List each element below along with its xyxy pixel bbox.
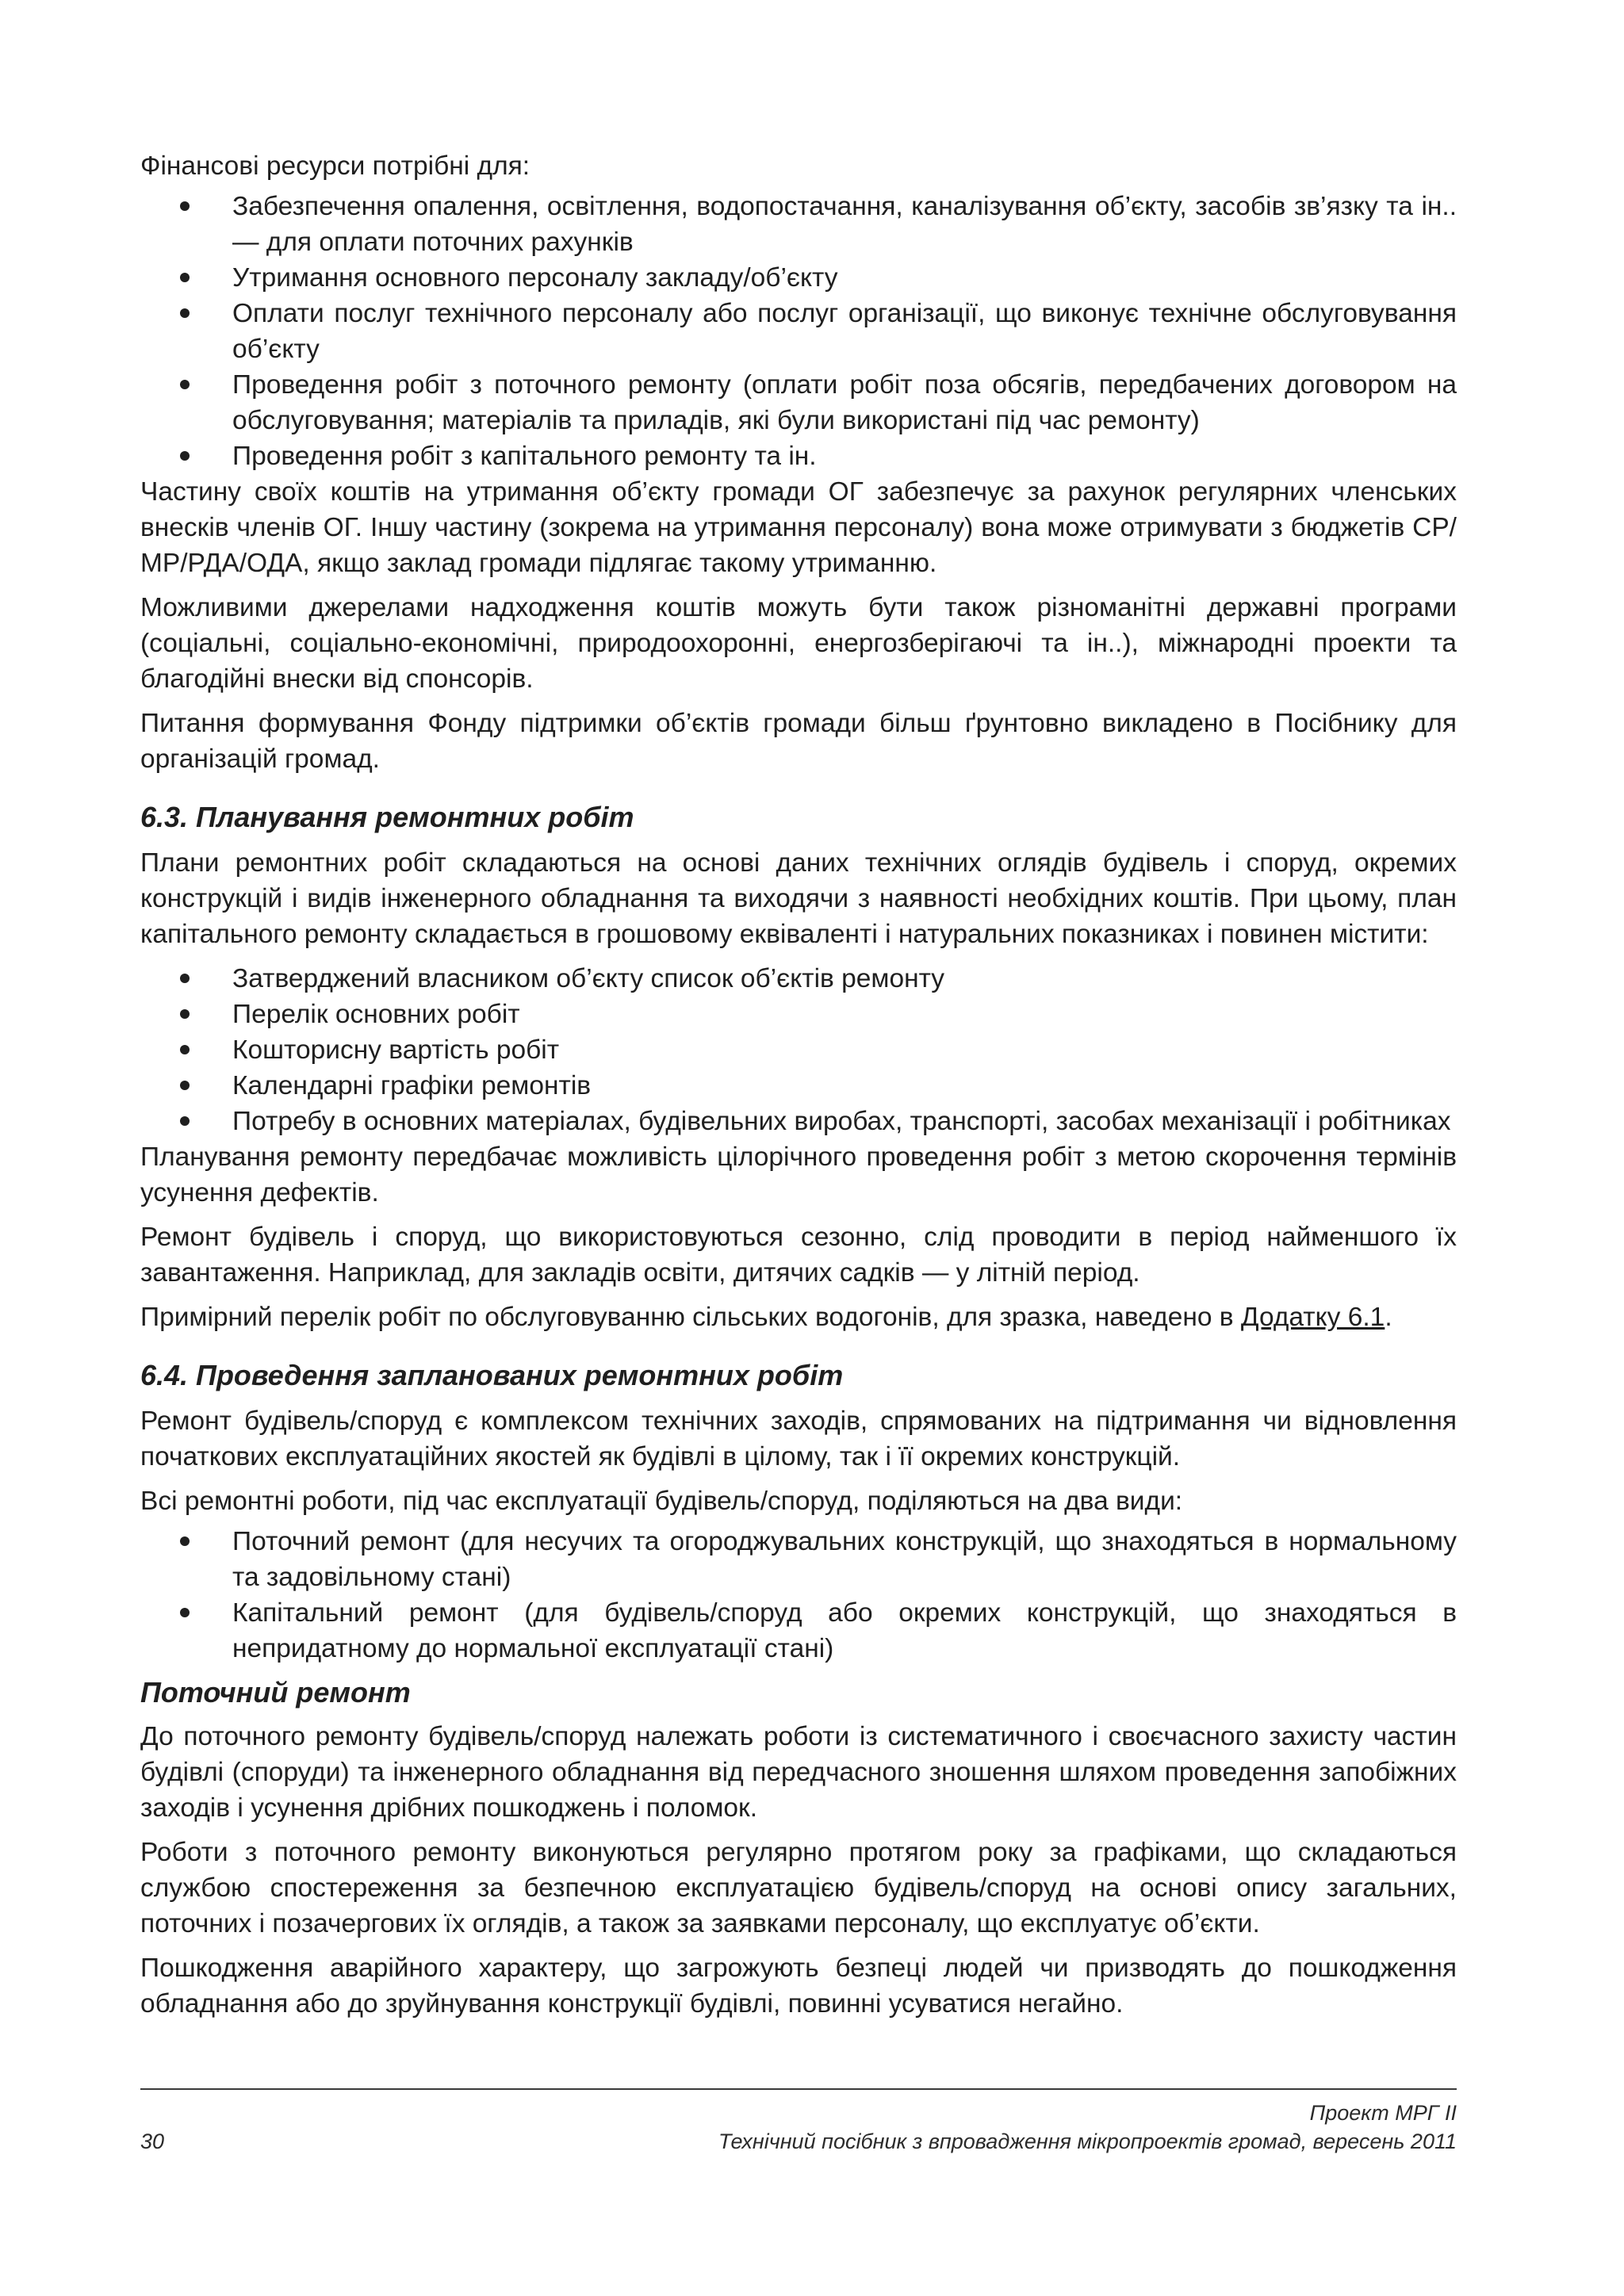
bullet-icon — [180, 201, 190, 211]
list-item-text: Затверджений власником об’єкту список об’єктів ремонту — [232, 964, 945, 993]
bullet-icon — [180, 1009, 190, 1019]
repair-plan-list — [140, 961, 1457, 1139]
list-item-text: Капітальний ремонт (для будівель/споруд або окремих конструкцій, що знаходяться в непридатному до нормальної експлуатації стані) — [232, 1598, 1457, 1663]
list-item-text: Кошторисну вартість робіт — [232, 1035, 560, 1065]
body-paragraph: Плани ремонтних робіт складаються на основі даних технічних оглядів будівель і споруд, окремих конструкцій і видів інженерного обладнання та виходячи з наявності необхідних коштів. При цьому, план капітального ремонту складається в грошовому еквіваленті і натуральних показниках і повинен містити: — [140, 848, 1457, 949]
appendix-paragraph — [140, 1299, 1457, 1335]
body-paragraph: Питання формування Фонду підтримки об’єктів громади більш ґрунтовно викладено в Посібнику для організацій громад. — [140, 709, 1457, 774]
list-item-text: Забезпечення опалення, освітлення, водопостачання, каналізування об’єкту, засобів зв’язку та ін.. — для оплати поточних рахунків — [232, 192, 1457, 257]
list-item — [140, 961, 1457, 997]
list-item — [140, 189, 1457, 260]
page-content — [140, 148, 1457, 2030]
funding-needs-list — [140, 189, 1457, 474]
body-paragraph: Можливими джерелами надходження коштів можуть бути також різноманітні державні програми (соціальні, соціально-економічні, природоохоронні, енергозберігаючі та ін..), міжнародні проекти та благодійні внески від спонсорів. — [140, 593, 1457, 694]
list-item-text: Календарні графіки ремонтів — [232, 1071, 592, 1100]
list-item — [140, 1104, 1457, 1139]
bullet-icon — [180, 1081, 190, 1090]
body-paragraph: Ремонт будівель/споруд є комплексом технічних заходів, спрямованих на підтримання чи відновлення початкових експлуатаційних якостей як будівлі в цілому, так і її окремих конструкцій. — [140, 1406, 1457, 1471]
intro-text: Фінансові ресурси потрібні для: — [140, 151, 530, 181]
body-paragraph: Ремонт будівель і споруд, що використовуються сезонно, слід проводити в період найменшого їх завантаження. Наприклад, для закладів освіти, дитячих садків — у літній період. — [140, 1223, 1457, 1288]
page-number: 30 — [140, 2130, 165, 2153]
list-item — [140, 438, 1457, 474]
body-paragraph: До поточного ремонту будівель/споруд належать роботи із систематичного і своєчасного захисту частин будівлі (споруди) та інженерного обладнання від передчасного зношення шляхом проведення запобіжних заходів і усунення дрібних пошкоджень і поломок. — [140, 1722, 1457, 1823]
list-item-text: Оплати послуг технічного персоналу або послуг організації, що виконує технічне обслуговування об’єкту — [232, 299, 1457, 364]
body-paragraph: Планування ремонту передбачає можливість цілорічного проведення робіт з метою скорочення термінів усунення дефектів. — [140, 1142, 1457, 1207]
list-item — [140, 296, 1457, 367]
footer-document-title: Технічний посібник з впровадження мікропроектів громад, вересень 2011 — [718, 2130, 1457, 2153]
body-paragraph: Пошкодження аварійного характеру, що загрожують безпеці людей чи призводять до пошкодження обладнання або до зруйнування конструкції будівлі, повинні усуватися негайно. — [140, 1954, 1457, 2019]
footer-project: Проект МРГ ІІ — [1309, 2101, 1457, 2125]
bullet-icon — [180, 273, 190, 282]
list-item — [140, 260, 1457, 296]
bullet-icon — [180, 1608, 190, 1617]
list-item-text: Утримання основного персоналу закладу/об’єкту — [232, 263, 838, 293]
list-item — [140, 1524, 1457, 1595]
list-item — [140, 367, 1457, 438]
list-item-text: Поточний ремонт (для несучих та огороджувальних конструкцій, що знаходяться в нормальному та задовільному стані) — [232, 1527, 1457, 1592]
body-paragraph: Частину своїх коштів на утримання об’єкту громади ОГ забезпечує за рахунок регулярних членських внесків членів ОГ. Іншу частину (зокрема на утримання персоналу) вона може отримувати з бюджетів СР/МР/РДА/ОДА, якщо заклад громади підлягає такому утриманню. — [140, 477, 1457, 578]
appendix-sentence: Примірний перелік робіт по обслуговуванню сільських водогонів, для зразка, наведено в — [140, 1303, 1234, 1332]
appendix-link[interactable]: Додатку 6.1 — [1240, 1303, 1385, 1332]
bullet-icon — [180, 380, 190, 389]
list-item — [140, 997, 1457, 1032]
bullet-icon — [180, 1116, 190, 1126]
list-item-text: Проведення робіт з капітального ремонту та ін. — [232, 442, 817, 471]
bullet-icon — [180, 974, 190, 983]
subheading-current-repair: Поточний ремонт — [140, 1676, 411, 1709]
section-heading-6-3: 6.3. Планування ремонтних робіт — [140, 801, 634, 833]
list-item-text: Проведення робіт з поточного ремонту (оплати робіт поза обсягів, передбачених договором на обслуговування; матеріалів та приладів, які були використані під час ремонту) — [232, 370, 1457, 435]
bullet-icon — [180, 308, 190, 318]
bullet-icon — [180, 1536, 190, 1546]
body-paragraph: Всі ремонтні роботи, під час експлуатації будівель/споруд, поділяються на два види: — [140, 1487, 1183, 1516]
list-item — [140, 1595, 1457, 1667]
bullet-icon — [180, 1045, 190, 1054]
list-item-text: Потребу в основних матеріалах, будівельних виробах, транспорті, засобах механізації і робітниках — [232, 1107, 1451, 1136]
body-paragraph: Роботи з поточного ремонту виконуються регулярно протягом року за графіками, що складаються службою спостереження за безпечною експлуатацією будівель/споруд на основі опису загальних, поточних і позачергових їх оглядів, а також за заявками персоналу, що експлуатує об’єкти. — [140, 1838, 1457, 1938]
section-heading-6-4: 6.4. Проведення запланованих ремонтних робіт — [140, 1359, 844, 1391]
repair-types-list — [140, 1524, 1457, 1667]
bullet-icon — [180, 451, 190, 461]
appendix-end: . — [1385, 1303, 1392, 1332]
list-item — [140, 1032, 1457, 1068]
footer-divider — [140, 2088, 1457, 2090]
list-item-text: Перелік основних робіт — [232, 1000, 520, 1029]
list-item — [140, 1068, 1457, 1104]
